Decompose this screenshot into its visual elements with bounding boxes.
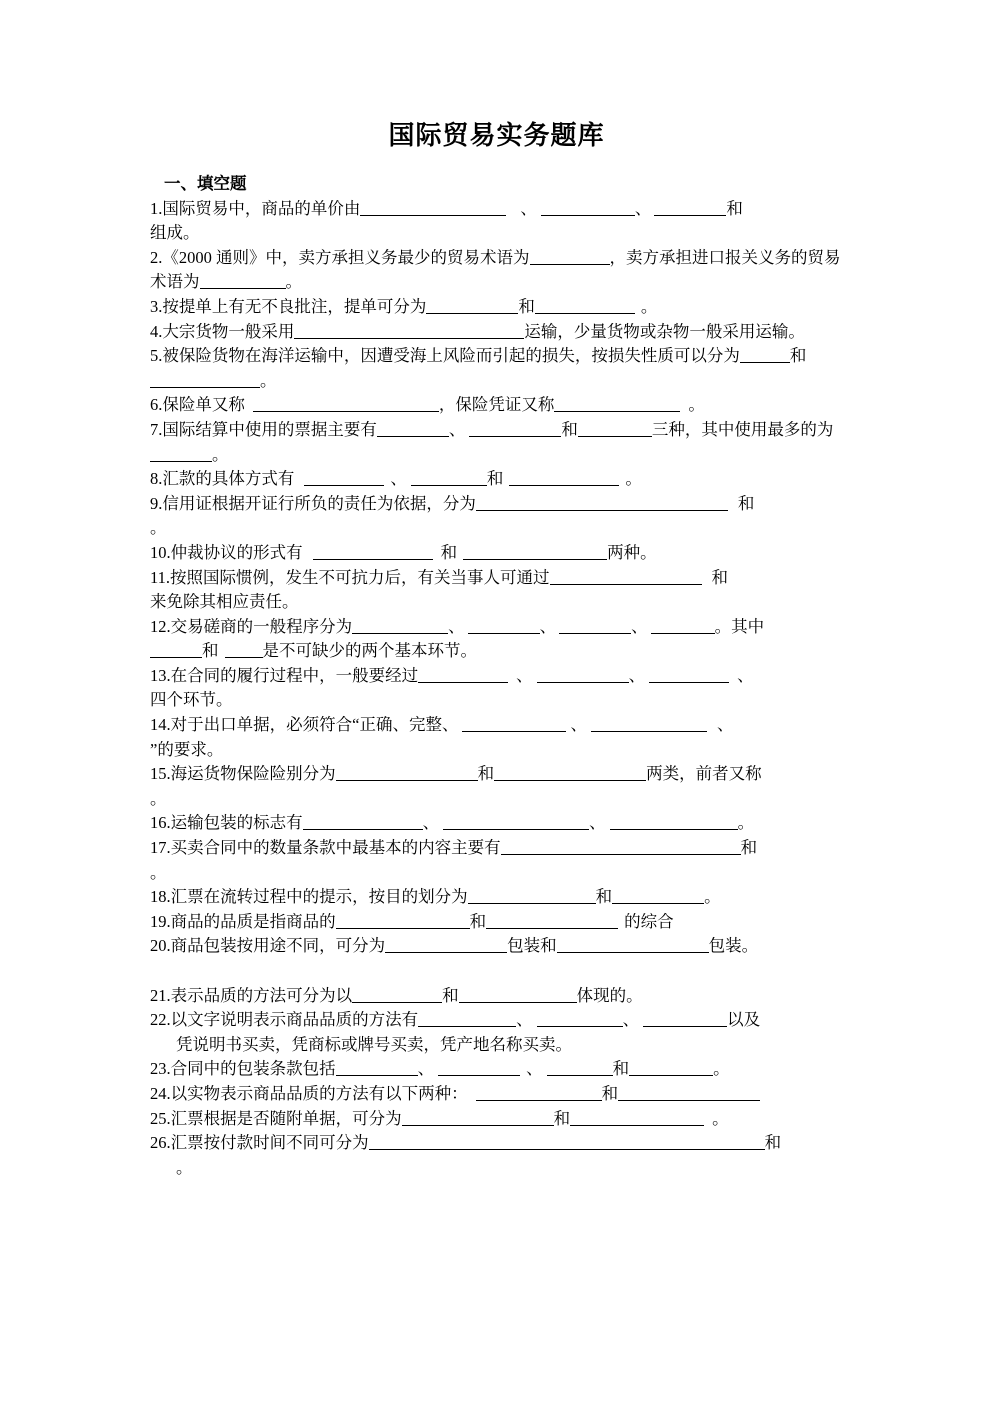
- q12-blank-5[interactable]: [150, 642, 202, 658]
- question-item-13: [150, 664, 850, 713]
- q8-blank-1[interactable]: [304, 470, 384, 486]
- q16-blank-3[interactable]: [610, 814, 738, 830]
- q17-blank-1[interactable]: [501, 839, 741, 855]
- q23-text-e: 。: [713, 1059, 730, 1079]
- q13-text-e: 四个环节。: [150, 690, 233, 710]
- q7-blank-3[interactable]: [578, 421, 652, 437]
- q20-blank-2[interactable]: [557, 937, 709, 953]
- q8-text-d: 。: [625, 469, 642, 489]
- q14-text-d: ”的要求。: [150, 739, 224, 759]
- q1-blank-1[interactable]: [360, 200, 506, 216]
- q19-text-c: 的综合: [624, 911, 674, 931]
- q5-text-b: 和: [789, 346, 807, 366]
- q16-text-b: 、: [422, 813, 440, 833]
- q5-blank-1[interactable]: [740, 347, 790, 363]
- q16-text-a: 16.运输包装的标志有: [150, 813, 303, 833]
- q16-text-c: 、: [589, 813, 606, 833]
- question-item-6: [150, 393, 850, 418]
- q1-blank-2[interactable]: [541, 200, 635, 216]
- section-heading-fill-in-blank: 一、填空题: [164, 175, 247, 193]
- q15-blank-2[interactable]: [494, 765, 646, 781]
- q25-text-b: 和: [553, 1108, 571, 1128]
- question-item-14: [150, 713, 850, 762]
- q21-blank-2[interactable]: [459, 987, 577, 1003]
- q7-text-c: 和: [561, 419, 578, 439]
- q1-text-c: 、: [634, 198, 652, 218]
- q8-blank-2[interactable]: [411, 470, 487, 486]
- q20-blank-1[interactable]: [385, 937, 507, 953]
- q25-blank-2[interactable]: [570, 1110, 704, 1126]
- q11-text-a: 11.按照国际惯例，发生不可抗力后，有关当事人可通过: [150, 567, 550, 587]
- q23-blank-1[interactable]: [336, 1060, 418, 1076]
- q6-text-c: 。: [688, 395, 705, 415]
- q26-text-c: 。: [176, 1157, 193, 1177]
- q7-blank-2[interactable]: [469, 421, 561, 437]
- q16-text-d: 。: [737, 813, 755, 833]
- q10-blank-1[interactable]: [313, 544, 433, 560]
- q3-blank-2[interactable]: [535, 298, 635, 314]
- question-item-26: [150, 1131, 850, 1180]
- q23-text-d: 和: [612, 1059, 630, 1079]
- q13-text-b: 、: [516, 665, 533, 685]
- q1-blank-3[interactable]: [654, 200, 726, 216]
- question-item-9: [150, 492, 850, 541]
- q23-blank-2[interactable]: [438, 1060, 520, 1076]
- q7-blank-4[interactable]: [150, 446, 212, 462]
- q12-text-g: 是不可缺少的两个基本环节。: [262, 641, 477, 661]
- question-item-5: [150, 344, 850, 393]
- paragraph-spacer: [150, 959, 850, 984]
- q13-text-d: 、: [737, 665, 754, 685]
- q19-text-a: 19.商品的品质是指商品的: [150, 911, 336, 931]
- q9-text-c: 。: [150, 518, 167, 538]
- q3-text-b: 和: [518, 296, 535, 316]
- q12-text-d: 、: [631, 616, 648, 636]
- question-item-18: [150, 885, 850, 910]
- question-item-7: [150, 418, 850, 467]
- q25-text-a: 25.汇票根据是否随附单据，可分为: [150, 1108, 402, 1128]
- q17-text-c: 。: [150, 862, 167, 882]
- q3-blank-1[interactable]: [426, 298, 518, 314]
- question-item-25: [150, 1107, 850, 1132]
- question-item-2: [150, 246, 850, 295]
- q9-blank-1[interactable]: [476, 495, 728, 511]
- q12-text-a: 12.交易磋商的一般程序分为: [150, 616, 353, 636]
- q13-blank-2[interactable]: [537, 667, 629, 683]
- q14-text-c: 、: [716, 715, 734, 735]
- q2-text-c: 。: [285, 272, 302, 292]
- question-item-12: [150, 615, 850, 664]
- question-item-20: [150, 934, 850, 959]
- q13-blank-3[interactable]: [649, 667, 729, 683]
- q15-blank-1[interactable]: [336, 765, 478, 781]
- q23-text-b: 、: [417, 1059, 435, 1079]
- q21-text-c: 体现的。: [576, 985, 643, 1005]
- q8-text-c: 和: [486, 469, 504, 489]
- q3-text-c: 。: [640, 296, 658, 316]
- q3-text-a: 3.按提单上有无不良批注，提单可分为: [150, 296, 427, 316]
- q18-text-b: 和: [595, 887, 613, 907]
- question-item-17: [150, 836, 850, 885]
- q1-text-a: 1.国际贸易中，商品的单价由: [150, 198, 361, 218]
- q10-text-a: 10.仲裁协议的形式有: [150, 542, 303, 562]
- question-item-16: [150, 811, 850, 836]
- question-item-4: [150, 320, 850, 345]
- q22-blank-2[interactable]: [537, 1011, 623, 1027]
- question-item-1: [150, 197, 850, 246]
- q24-text-a: 24.以实物表示商品品质的方法有以下两种：: [150, 1083, 468, 1103]
- q13-text-c: 、: [628, 665, 646, 685]
- q7-blank-1[interactable]: [377, 421, 449, 437]
- q5-text-c: 。: [260, 370, 277, 390]
- q13-text-a: 13.在合同的履行过程中，一般要经过: [150, 665, 419, 685]
- question-item-3: [150, 295, 850, 320]
- q12-text-f: 和: [202, 641, 219, 661]
- q20-text-c: 包装。: [708, 936, 759, 956]
- q24-text-b: 和: [601, 1083, 619, 1103]
- question-item-10: [150, 541, 850, 566]
- q21-text-a: 21.表示品质的方法可分为以: [150, 985, 353, 1005]
- q11-blank-1[interactable]: [550, 569, 702, 585]
- question-item-15: [150, 762, 850, 811]
- q2-text-a: 2.《2000 通则》中，卖方承担义务最少的贸易术语为: [150, 247, 530, 267]
- q1-text-b: 、: [520, 198, 537, 218]
- question-item-22: [150, 1008, 850, 1057]
- q18-blank-2[interactable]: [612, 888, 704, 904]
- q17-text-b: 和: [740, 838, 758, 858]
- q21-text-b: 和: [442, 985, 459, 1005]
- q13-blank-1[interactable]: [418, 667, 508, 683]
- q15-text-c: 两类，前者又称: [646, 764, 762, 784]
- q6-text-a: 6.保险单又称: [150, 395, 245, 415]
- q26-text-b: 和: [764, 1133, 782, 1153]
- q6-text-b: ，保险凭证又称: [438, 395, 555, 415]
- q9-text-b: 和: [737, 493, 755, 513]
- question-item-21: [150, 984, 850, 1009]
- q7-text-d: 三种，其中使用最多的为: [651, 419, 834, 439]
- q2-blank-2[interactable]: [200, 273, 286, 289]
- q12-blank-4[interactable]: [651, 618, 715, 634]
- page-title: 国际贸易实务题库: [388, 120, 605, 150]
- q16-blank-2[interactable]: [443, 814, 589, 830]
- q12-text-b: 、: [448, 616, 465, 636]
- q5-blank-2[interactable]: [150, 372, 260, 388]
- q14-blank-2[interactable]: [591, 716, 707, 732]
- question-item-23: [150, 1057, 850, 1082]
- q1-text-e: 组成。: [150, 223, 200, 243]
- q12-blank-6[interactable]: [225, 642, 263, 658]
- q16-blank-1[interactable]: [303, 814, 423, 830]
- q25-text-c: 。: [712, 1108, 729, 1128]
- q7-text-e: 。: [212, 444, 229, 464]
- q18-text-c: 。: [704, 887, 721, 907]
- q6-blank-1[interactable]: [253, 396, 439, 412]
- q25-blank-1[interactable]: [402, 1110, 554, 1126]
- q7-text-a: 7.国际结算中使用的票据主要有: [150, 419, 377, 439]
- q23-blank-4[interactable]: [629, 1060, 713, 1076]
- q26-text-a: 26.汇票按付款时间不同可分为: [150, 1133, 369, 1153]
- q5-text-a: 5.被保险货物在海洋运输中，因遭受海上风险而引起的损失，按损失性质可以分为: [150, 346, 740, 366]
- q14-blank-1[interactable]: [462, 716, 566, 732]
- question-item-11: [150, 566, 850, 615]
- q17-text-a: 17.买卖合同中的数量条款中最基本的内容主要有: [150, 838, 501, 858]
- q10-text-c: 两种。: [607, 542, 657, 562]
- q26-blank-1[interactable]: [369, 1134, 765, 1150]
- q20-text-a: 20.商品包装按用途不同，可分为: [150, 936, 386, 956]
- q10-text-b: 和: [440, 542, 458, 562]
- q1-text-d: 和: [726, 198, 743, 218]
- q15-text-b: 和: [477, 764, 495, 784]
- q22-text-b: 、: [516, 1010, 533, 1030]
- q21-blank-1[interactable]: [352, 987, 442, 1003]
- q24-blank-1[interactable]: [476, 1085, 602, 1101]
- q19-blank-1[interactable]: [336, 913, 470, 929]
- q22-blank-1[interactable]: [418, 1011, 516, 1027]
- q15-text-a: 15.海运货物保险险别分为: [150, 764, 336, 784]
- q7-text-b: 、: [448, 419, 466, 439]
- q8-text-a: 8.汇款的具体方式有: [150, 469, 295, 489]
- q22-blank-3[interactable]: [643, 1011, 727, 1027]
- q11-text-c: 来免除其相应责任。: [150, 592, 299, 612]
- q4-text-b: 运输，少量货物或杂物一般采用运输。: [524, 321, 805, 341]
- q8-blank-3[interactable]: [509, 470, 619, 486]
- q18-text-a: 18.汇票在流转过程中的提示，按目的划分为: [150, 887, 468, 907]
- q2-blank-1[interactable]: [530, 249, 610, 265]
- q8-text-b: 、: [390, 469, 407, 489]
- q14-text-b: 、: [570, 715, 587, 735]
- q18-blank-1[interactable]: [468, 888, 596, 904]
- q19-blank-2[interactable]: [486, 913, 618, 929]
- q19-text-b: 和: [469, 911, 487, 931]
- q11-text-b: 和: [711, 567, 729, 587]
- q12-text-e: 。其中: [714, 616, 765, 636]
- q24-blank-2[interactable]: [618, 1085, 760, 1101]
- q12-blank-1[interactable]: [352, 618, 448, 634]
- q6-blank-2[interactable]: [554, 396, 680, 412]
- question-item-19: [150, 910, 850, 935]
- q22-text-c: 、: [622, 1010, 640, 1030]
- question-item-24: [150, 1082, 850, 1107]
- q12-blank-3[interactable]: [559, 618, 631, 634]
- q15-text-d: 。: [150, 788, 167, 808]
- q4-blank-1[interactable]: [294, 323, 524, 339]
- q22-text-d: 以及: [727, 1010, 761, 1030]
- q23-text-c: 、: [526, 1059, 543, 1079]
- q9-text-a: 9.信用证根据开证行所负的责任为依据，分为: [150, 493, 476, 513]
- q12-blank-2[interactable]: [468, 618, 540, 634]
- q10-blank-2[interactable]: [463, 544, 607, 560]
- q14-text-a: 14.对于出口单据，必须符合“正确、完整、: [150, 715, 459, 735]
- q23-blank-3[interactable]: [547, 1060, 613, 1076]
- q12-text-c: 、: [539, 616, 557, 636]
- q23-text-a: 23.合同中的包装条款包括: [150, 1059, 336, 1079]
- questions-body: [150, 172, 850, 1180]
- q20-text-b: 包装和: [507, 936, 557, 956]
- q2-text-b: ，卖方承担进口报关义务的贸易术语为: [150, 247, 841, 292]
- q4-text-a: 4.大宗货物一般采用: [150, 321, 295, 341]
- q22-text-a: 22.以文字说明表示商品品质的方法有: [150, 1010, 419, 1030]
- question-item-8: [150, 467, 850, 492]
- q22-text-e: 凭说明书买卖，凭商标或牌号买卖，凭产地名称买卖。: [176, 1034, 572, 1054]
